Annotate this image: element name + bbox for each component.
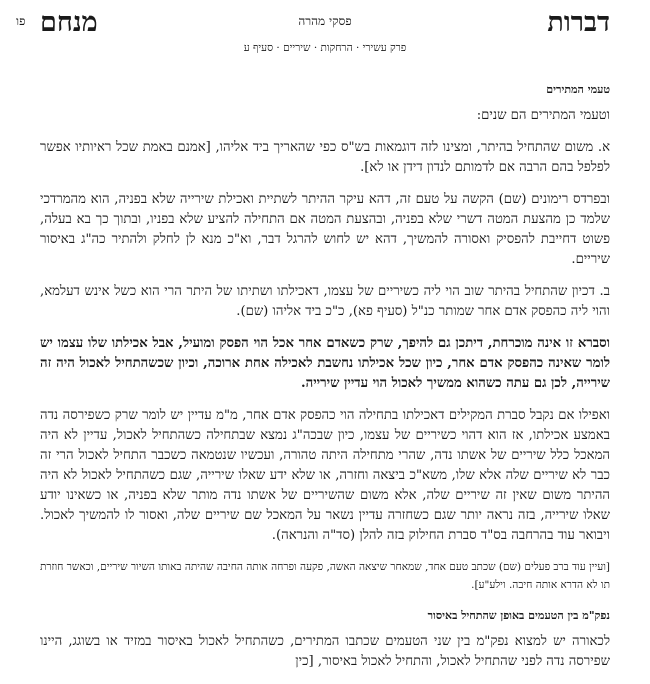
section-heading: נפק"מ בין הטעמים באופן שהתחיל באיסור	[427, 609, 610, 622]
running-title-left: מנחם	[40, 7, 98, 38]
running-header	[16, 6, 610, 46]
paragraph: וטעמי המתירים הם שנים:	[476, 108, 610, 123]
running-title-center: פסקי מהרה	[298, 14, 352, 28]
paragraph: ב. דכיון שהתחיל בהיתר שוב הוי ליה כשיריים של עצמו, דאכילתו ושתיתו של היתר הרי הוא כשל אינש דעלמא, והוי ליה כהפסק אדם אחר שמותר כנ"ל (סעיף פא), כ"כ ביד אליהו (שם).	[40, 284, 610, 319]
paragraph: א. משום שהתחיל בהיתר, ומצינו לזה דוגמאות בש"ס כפי שהאריך ביד אליהו, [אמנם באמת שכל ראיותיו אפשר לפלפל בהם הרבה אם לדמותם לנדון דידן או לא].	[40, 140, 610, 175]
running-title-right: דברות	[547, 7, 610, 38]
section-heading: טעמי המתירים	[546, 83, 610, 96]
page-number: פו	[16, 14, 26, 28]
paragraph: וסברא זו אינה מוכרחת, דיתכן גם להיפך, שרק כשאדם אחר אכל הוי הפסק ומועיל, אבל אכילתו שלו עצמו יש לומר שאינה כהפסק אדם אחר, כיון שכל אכילתו נחשבת לאכילה אחת ארוכה, וכיון שכשהתחיל לאכול היה זה שירייה, לכן גם עתה כשהוא ממשיך לאכול הוי עדיין שירייה.	[40, 336, 610, 391]
chapter-subtitle: פרק עשירי · הרחקות · שיריים · סעיף ע	[243, 42, 407, 54]
paragraph: ואפילו אם נקבל סברת המקילים דאכילתו בתחילה הוי כהפסק אדם אחר, מ"מ עדיין יש לומר שרק כשפירסה נדה באמצע אכילתו, אז הוא דהוי כשיריים של עצמו, כיון שבכה"ג נמצא שבתחילה כשהתחיל לאכול, עדיין לא היה המאכל כלל שיריים של אשתו נדה, שהרי מתחילה היתה טהורה, ועכשיו שנטמאה כשכבר התחיל לאכול הרי זה כבר לא שיריים שלה אלא שלו, משא"כ ביצאה וחזרה, או שלא ידע שאלו שירייה, שגם כשהתחיל לאכול לא היה ההיתר משום שאין זה שיריים שלה, אלא משום שהשיריים של אשתו נדה מותר שלא בפניה, או כשאינו יודע שאלו שירייה, בזה נראה יותר שגם כשחזרה עדיין נשאר על המאכל שם שיריים שלה, ואסור לו להמשיך לאכול. ויבואר עוד בהרחבה בס"ד סברת החילוק בזה להלן (סד"ה והנראה).	[40, 408, 610, 543]
bracket-note: [ועיין עוד ברב פעלים (שם) שכתב טעם אחד, שמאחר שיצאה האשה, פקעה ופרחה אותה החיבה שהיתה באותו השיור שיריים, וכאשר חוזרת תו לא הדרא אותה חיבה. וילע"ע].	[40, 561, 610, 591]
paragraph: ובפרדס רימונים (שם) הקשה על טעם זה, דהא עיקר ההיתר לשתיית ואכילת שירייה שלא בפניה, הוא מהמרדכי שלמד כן מהצעת המטה דשרי שלא בפניה, ובהצעת המטה אם התחילה להציע שלא בפניו, ובתוך כך בא בעלה, פשוט דחייבת להפסיק ואסורה להמשיך, דהא יש לחוש להרגל דבר, וא"כ מנא לן לחלק ולהתיר כה"ג באיסור שיריים.	[40, 192, 610, 267]
paragraph: לכאורה יש למצוא נפק"מ בין שני הטעמים שכתבו המתירים, כשהתחיל לאכול באיסור במזיד או בשוגג, היינו שפירסה נדה לפני שהתחיל לאכול, והתחיל לאכול באיסור, [כין	[40, 634, 610, 669]
main-content	[40, 80, 610, 684]
